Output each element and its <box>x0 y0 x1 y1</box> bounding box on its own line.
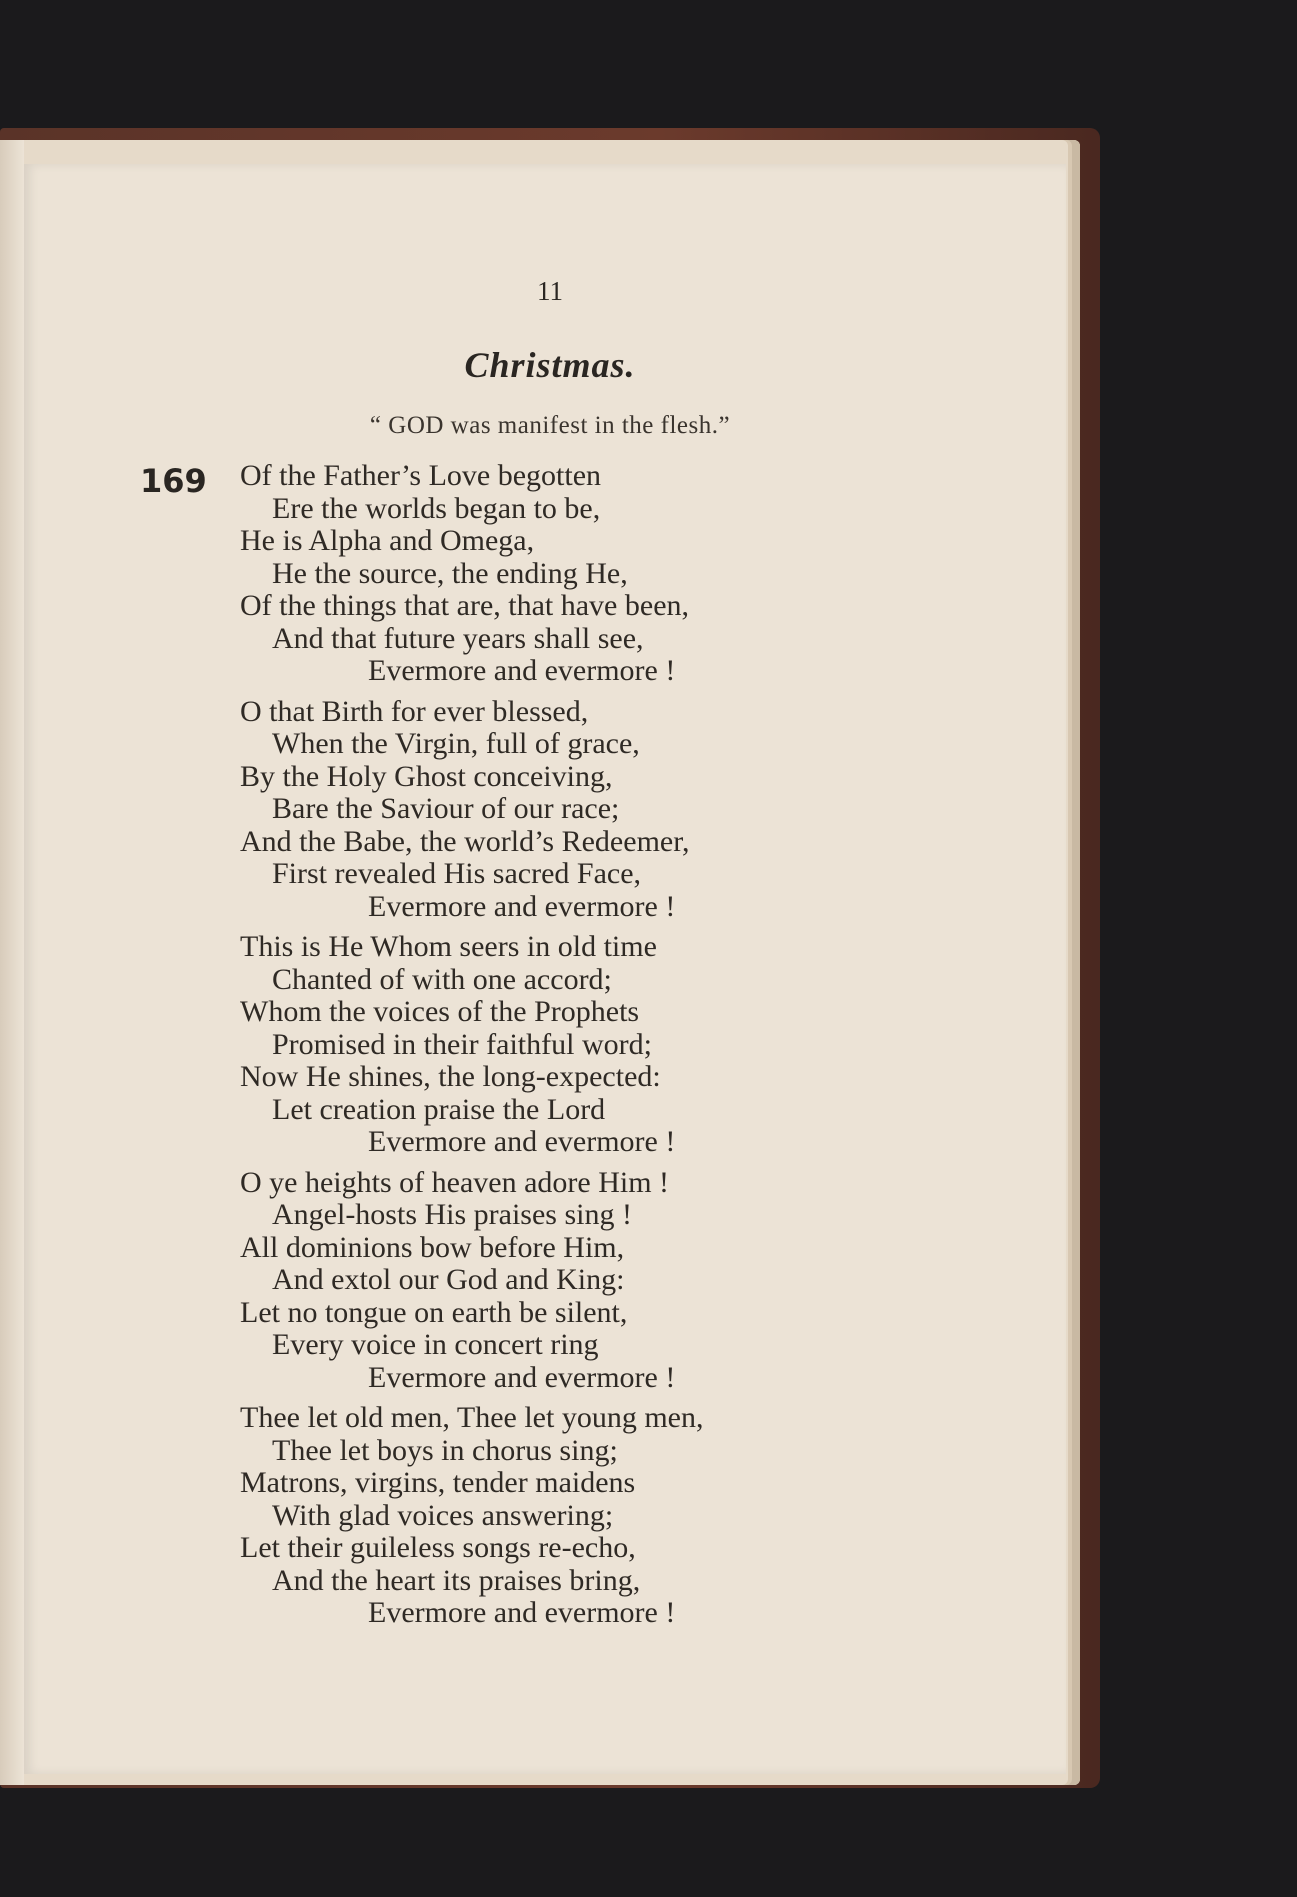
hymn-line: All dominions bow before Him, <box>240 1230 625 1264</box>
hymn-refrain: Evermore and evermore ! <box>368 1596 676 1629</box>
hymn-line: And the Babe, the world’s Redeemer, <box>240 824 690 858</box>
hymn-line: He is Alpha and Omega, <box>240 524 535 557</box>
hymn-line: When the Virgin, full of grace, <box>272 727 640 760</box>
hymn-text <box>240 460 860 1638</box>
hymn-line: Bare the Saviour of our race; <box>272 792 620 825</box>
hymn-line: And that future years shall see, <box>272 621 644 655</box>
hymn-number: 169 <box>140 462 207 500</box>
hymn-line: By the Holy Ghost conceiving, <box>240 759 613 793</box>
hymn-refrain: Evermore and evermore ! <box>368 1125 676 1158</box>
hymn-refrain: Evermore and evermore ! <box>368 889 676 923</box>
hymn-refrain: Evermore and evermore ! <box>368 1360 676 1394</box>
hymn-line: Let creation praise the Lord <box>272 1092 606 1126</box>
stanza-2 <box>240 696 860 924</box>
hymn-line: Thee let old men, Thee let young men, <box>240 1401 704 1434</box>
hymn-line: Matrons, virgins, tender maidens <box>240 1466 636 1499</box>
page-gutter <box>0 140 24 1785</box>
hymn-line: And extol our God and King: <box>272 1263 625 1296</box>
stanza-3 <box>240 931 860 1159</box>
hymn-line: And the heart its praises bring, <box>272 1563 641 1597</box>
page-number: 11 <box>537 276 563 306</box>
hymn-line: First revealed His sacred Face, <box>272 857 642 890</box>
hymn-line: He the source, the ending He, <box>272 556 628 590</box>
hymn-line: Now He shines, the long-expected: <box>240 1060 661 1093</box>
stanza-1 <box>240 460 860 688</box>
hymn-line: Ere the worlds began to be, <box>272 491 601 525</box>
hymn-line: O ye heights of heaven adore Him ! <box>240 1165 670 1199</box>
hymn-line: With glad voices answering; <box>272 1498 614 1532</box>
stanza-4 <box>240 1167 860 1395</box>
section-title: Christmas. <box>464 345 636 385</box>
hymn-line: Chanted of with one accord; <box>272 962 612 996</box>
hymn-refrain: Evermore and evermore ! <box>368 654 676 687</box>
hymn-line: Of the Father’s Love begotten <box>240 459 602 492</box>
hymn-line: Promised in their faithful word; <box>272 1027 652 1061</box>
hymn-line: Of the things that are, that have been, <box>240 589 690 622</box>
hymn-line: Let no tongue on earth be silent, <box>240 1295 628 1329</box>
hymn-line: Whom the voices of the Prophets <box>240 995 640 1028</box>
stanza-5 <box>240 1402 860 1630</box>
hymn-line: This is He Whom seers in old time <box>240 930 657 963</box>
hymn-line: Every voice in concert ring <box>272 1328 599 1361</box>
hymn-line: Thee let boys in chorus sing; <box>272 1433 618 1467</box>
hymn-line: Angel-hosts His praises sing ! <box>272 1198 632 1231</box>
epigraph: “ GOD was manifest in the flesh.” <box>369 412 731 439</box>
hymn-line: Let their guileless songs re-echo, <box>240 1531 636 1564</box>
hymn-line: O that Birth for ever blessed, <box>240 694 589 728</box>
